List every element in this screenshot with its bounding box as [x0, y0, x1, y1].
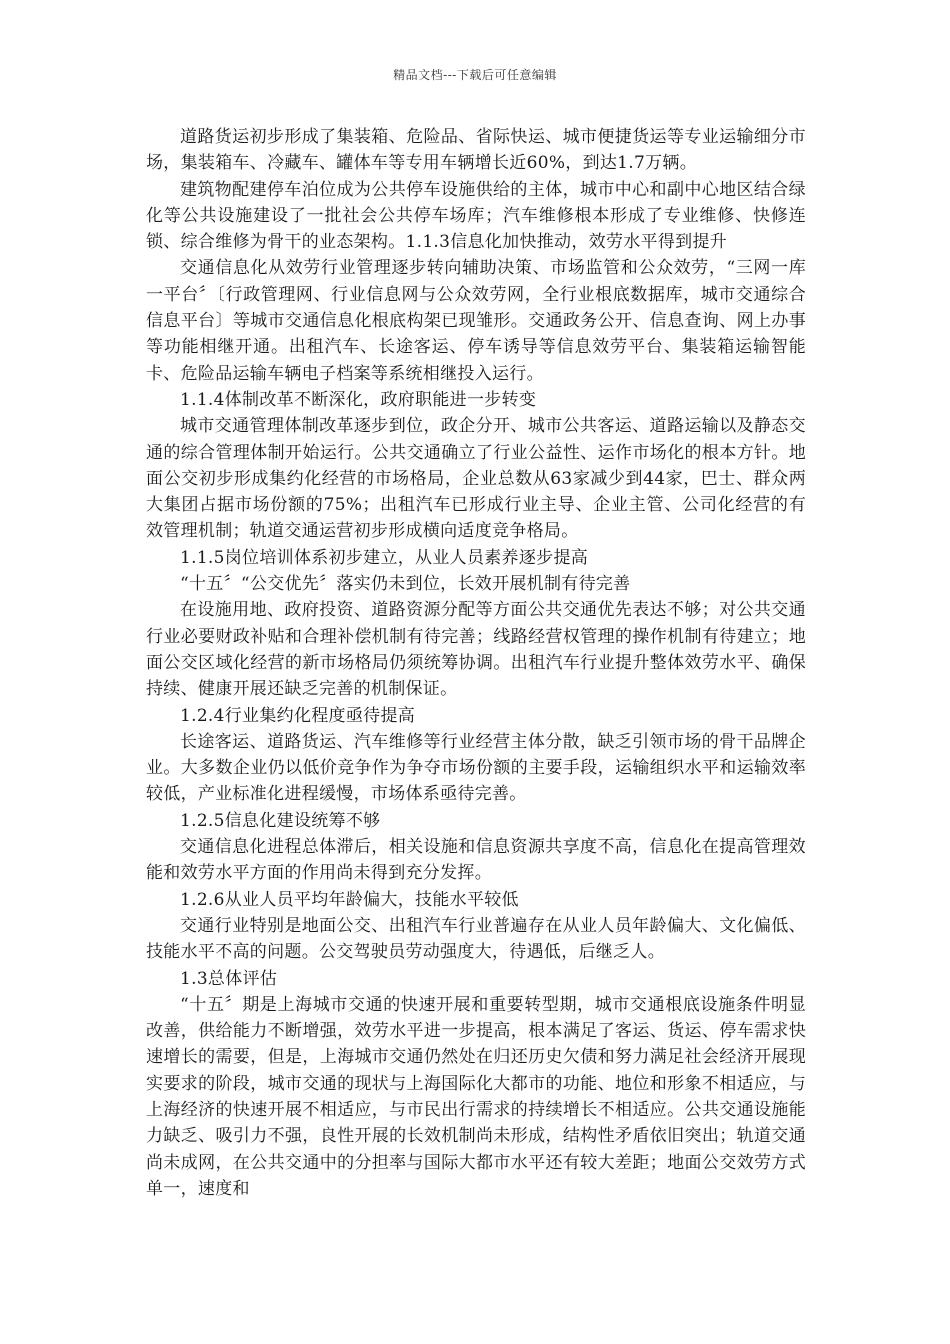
section-heading-1-3: 1.3总体评估 [180, 968, 278, 989]
section-heading-transit-priority: “十五〞“公交优先〞落实仍未到位，长效开展机制有待完善 [180, 574, 631, 595]
section-heading-1-2-6: 1.2.6从业人员平均年龄偏大，技能水平较低 [180, 889, 519, 910]
paragraph-info-coordination: 交通信息化进程总体滞后，相关设施和信息资源共享度不高，信息化在提高管理效能和效劳水平方面的作用尚未得到充分发挥。 [146, 837, 806, 884]
paragraph-freight-market: 道路货运初步形成了集装箱、危险品、省际快运、城市便捷货运等专业运输细分市场，集装箱车、冷藏车、罐体车等专用车辆增长近60%，到达1.7万辆。 [146, 127, 806, 174]
paragraph-parking-repair: 建筑物配建停车泊位成为公共停车设施供给的主体，城市中心和副中心地区结合绿化等公共设施建设了一批社会公共停车场库；汽车维修根本形成了专业维修、快修连锁、综合维修为骨干的业态架构。1.1.3信息化加快推动，效劳水平得到提升 [146, 179, 806, 253]
page-header: 精品文档---下载后可任意编辑 [393, 68, 557, 82]
paragraph-workforce: 交通行业特别是地面公交、出租汽车行业普遍存在从业人员年龄偏大、文化偏低、技能水平不高的问题。公交驾驶员劳动强度大，待遇低，后继乏人。 [146, 915, 806, 963]
paragraph-transit-priority: 在设施用地、政府投资、道路资源分配等方面公共交通优先表达不够；对公共交通行业必要财政补贴和合理补偿机制有待完善；线路经营权管理的操作机制有待建立；地面公交区域化经营的新市场格局仍须统筹协调。出租汽车行业提升整体效劳水平、确保持续、健康开展还缺乏完善的机制保证。 [146, 600, 806, 700]
paragraph-system-reform: 城市交通管理体制改革逐步到位，政企分开、城市公共客运、道路运输以及静态交通的综合管理体制开始运行。公共交通确立了行业公益性、运作市场化的根本方针。地面公交初步形成集约化经营的市场格局，企业总数从63家减少到44家，巴士、群众两大集团占据市场份额的75%；出租汽车已形成行业主导、企业主管、公司化经营的有效管理机制；轨道交通运营初步形成横向适度竞争格局。 [146, 416, 806, 542]
section-heading-1-2-4: 1.2.4行业集约化程度亟待提高 [180, 705, 416, 726]
section-heading-1-1-4: 1.1.4体制改革不断深化，政府职能进一步转变 [180, 389, 537, 410]
paragraph-informatization: 交通信息化从效劳行业管理逐步转向辅助决策、市场监管和公众效劳，“三网一库一平台〞〔行政管理网、行业信息网与公众效劳网，全行业根底数据库，城市交通综合信息平台〕等城市交通信息化根底构架已现雏形。交通政务公开、信息查询、网上办事等功能相继开通。出租汽车、长途客运、停车诱导等信息效劳平台、集装箱运输智能卡、危险品运输车辆电子档案等系统相继投入运行。 [146, 258, 806, 384]
document-body [146, 124, 806, 1202]
section-heading-1-2-5: 1.2.5信息化建设统筹不够 [180, 810, 381, 831]
paragraph-overall-assessment: “十五〞期是上海城市交通的快速开展和重要转型期，城市交通根底设施条件明显改善，供给能力不断增强，效劳水平进一步提高，根本满足了客运、货运、停车需求快速增长的需要，但是，上海城市交通仍然处在归还历史欠债和努力满足社会经济开展现实要求的阶段，城市交通的现状与上海国际化大都市的功能、地位和形象不相适应，与上海经济的快速开展不相适应，与市民出行需求的持续增长不相适应。公共交通设施能力缺乏、吸引力不强，良性开展的长效机制尚未形成，结构性矛盾依旧突出；轨道交通尚未成网，在公共交通中的分担率与国际大都市水平还有较大差距；地面公交效劳方式单一，速度和 [146, 994, 806, 1199]
section-heading-1-1-5: 1.1.5岗位培训体系初步建立，从业人员素养逐步提高 [180, 547, 589, 568]
paragraph-industry-concentration: 长途客运、道路货运、汽车维修等行业经营主体分散，缺乏引领市场的骨干品牌企业。大多数企业仍以低价竞争作为争夺市场份额的主要手段，运输组织水平和运输效率较低，产业标准化进程缓慢，市场体系亟待完善。 [146, 731, 806, 805]
